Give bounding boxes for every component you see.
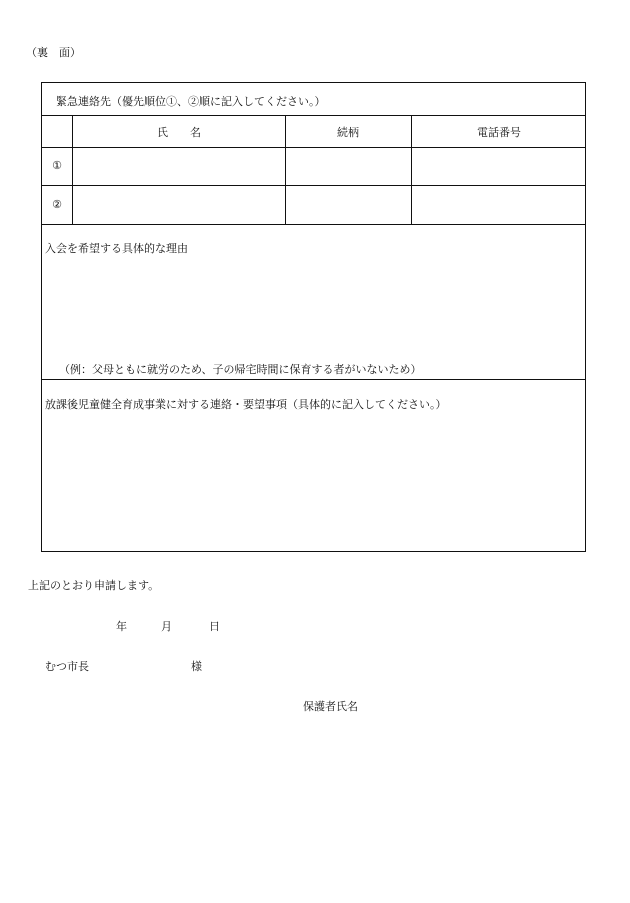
requests-label: 放課後児童健全育成事業に対する連絡・要望事項（具体的に記入してください。） (45, 398, 447, 411)
reason-example: （例：父母ともに就労のため、子の帰宅時間に保育する者がいないため） (59, 363, 422, 376)
table-divider (42, 185, 585, 186)
declaration-text: 上記のとおり申請します。 (28, 579, 160, 592)
section-divider (42, 379, 585, 380)
column-header-phone: 電話番号 (477, 126, 521, 139)
row-mark-1: ① (52, 159, 62, 172)
application-form-box (41, 82, 586, 552)
column-header-name: 氏 名 (157, 126, 201, 139)
guardian-name-label: 保護者氏名 (303, 700, 358, 713)
date-month-label: 月 (161, 620, 172, 633)
date-day-label: 日 (209, 620, 220, 633)
date-year-label: 年 (116, 620, 127, 633)
addressee: むつ市長 (45, 660, 89, 673)
honorific: 様 (191, 660, 202, 673)
column-header-relation: 続柄 (337, 126, 359, 139)
emergency-contact-title: 緊急連絡先（優先順位①、②順に記入してください。） (56, 95, 326, 108)
table-column-divider (72, 115, 73, 224)
table-column-divider (285, 115, 286, 224)
table-column-divider (411, 115, 412, 224)
section-divider (42, 224, 585, 225)
table-divider (42, 147, 585, 148)
page-side-label: （裏 面） (26, 46, 81, 59)
reason-label: 入会を希望する具体的な理由 (45, 242, 188, 255)
table-divider (42, 115, 585, 116)
row-mark-2: ② (52, 198, 62, 211)
